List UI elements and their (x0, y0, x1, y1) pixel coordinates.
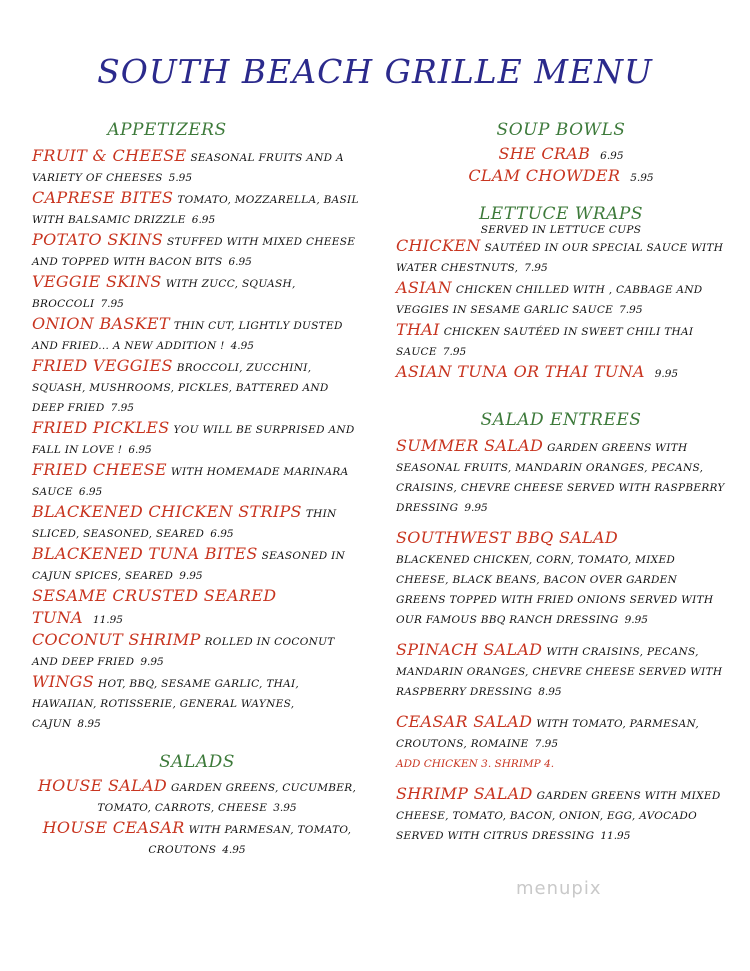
menu-item: BLACKENED CHICKEN STRIPS THIN SLICED, SEASONED, SEARED 6.95 (32, 502, 337, 540)
menu-item: SOUTHWEST BBQ SALAD BLACKENED CHICKEN, CORN, TOMATO, MIXED CHEESE, BLACK BEANS, BACON OVER GARDEN GREENS TOPPED WITH FRIED ONIONS SERVED WITH OUR FAMOUS BBQ RANCH DRESSING 9.95 (396, 528, 714, 626)
menu-item: ONION BASKET THIN CUT, LIGHTLY DUSTED AND FRIED... A NEW ADDITION ! 4.95 (32, 314, 343, 352)
menu-item: HOUSE SALAD GARDEN GREENS, CUCUMBER, TOMATO, CARROTS, CHEESE 3.95 (37, 776, 357, 814)
menu-item: WINGS HOT, BBQ, SESAME GARLIC, THAI, HAWAIIAN, ROTISSERIE, GENERAL WAYNES, CAJUN 8.95 (32, 672, 300, 730)
entrees-heading: SALAD ENTREES (480, 410, 642, 430)
menu-item: ASIAN TUNA OR THAI TUNA 9.95 (396, 362, 679, 381)
menu-item: SPINACH SALAD WITH CRAISINS, PECANS, MANDARIN ORANGES, CHEVRE CHEESE SERVED WITH RASPBERRY DRESSING 8.95 (396, 640, 723, 698)
menu-item: COCONUT SHRIMP ROLLED IN COCONUT AND DEEP FRIED 9.95 (32, 630, 335, 668)
soups-heading: SOUP BOWLS (496, 120, 626, 140)
menu-item: FRIED VEGGIES BROCCOLI, ZUCCHINI, SQUASH, MUSHROOMS, PICKLES, BATTERED AND DEEP FRIED 7.95 (32, 356, 329, 414)
wraps-heading: LETTUCE WRAPS (479, 204, 643, 224)
menu-item: POTATO SKINS STUFFED WITH MIXED CHEESE AND TOPPED WITH BACON BITS 6.95 (32, 230, 356, 268)
menu-item: FRIED CHEESE WITH HOMEMADE MARINARA SAUCE 6.95 (32, 460, 349, 498)
right-column (396, 120, 726, 846)
add-protein-note: ADD CHICKEN 3. SHRIMP 4. (396, 758, 555, 770)
menu-item: CLAM CHOWDER 5.95 (468, 166, 654, 185)
menu-item: FRUIT & CHEESE SEASONAL FRUITS AND A VARIETY OF CHEESES 5.95 (32, 146, 344, 184)
watermark-logo: menupix (516, 878, 602, 899)
left-column (32, 120, 362, 860)
menu-item: ASIAN CHICKEN CHILLED WITH , CABBAGE AND VEGGIES IN SESAME GARLIC SAUCE 7.95 (396, 278, 703, 316)
appetizers-heading: APPETIZERS (107, 120, 227, 140)
menu-item: SHRIMP SALAD GARDEN GREENS WITH MIXED CHEESE, TOMATO, BACON, ONION, EGG, AVOCADO SERVED WITH CITRUS DRESSING 11.95 (396, 784, 721, 842)
menu-item: VEGGIE SKINS WITH ZUCC, SQUASH, BROCCOLI 7.95 (32, 272, 296, 310)
wraps-subtitle: SERVED IN LETTUCE CUPS (480, 224, 642, 236)
salads-heading: SALADS (159, 752, 235, 772)
menu-item: FRIED PICKLES YOU WILL BE SURPRISED AND FALL IN LOVE ! 6.95 (32, 418, 355, 456)
menu-title: SOUTH BEACH GRILLE MENU (97, 52, 653, 91)
menu-item: SESAME CRUSTED SEARED TUNA 11.95 (32, 586, 277, 627)
menu-item: BLACKENED TUNA BITES SEASONED IN CAJUN SPICES, SEARED 9.95 (32, 544, 346, 582)
menu-item: CAPRESE BITES TOMATO, MOZZARELLA, BASIL WITH BALSAMIC DRIZZLE 6.95 (32, 188, 359, 226)
menu-item: HOUSE CEASAR WITH PARMESAN, TOMATO, CROUTONS 4.95 (42, 818, 352, 856)
menu-item: CEASAR SALAD WITH TOMATO, PARMESAN, CROUTONS, ROMAINE 7.95 ADD CHICKEN 3. SHRIMP 4. (396, 712, 699, 770)
menu-item: SHE CRAB 6.95 (498, 144, 624, 163)
menu-item: SUMMER SALAD GARDEN GREENS WITH SEASONAL FRUITS, MANDARIN ORANGES, PECANS, CRAISINS, CHEVRE CHEESE SERVED WITH RASPBERRY DRESSING 9.95 (396, 436, 725, 514)
menu-item: THAI CHICKEN SAUTÉED IN SWEET CHILI THAI SAUCE 7.95 (396, 320, 694, 358)
menu-item: CHICKEN SAUTÉED IN OUR SPECIAL SAUCE WITH WATER CHESTNUTS, 7.95 (396, 236, 724, 274)
